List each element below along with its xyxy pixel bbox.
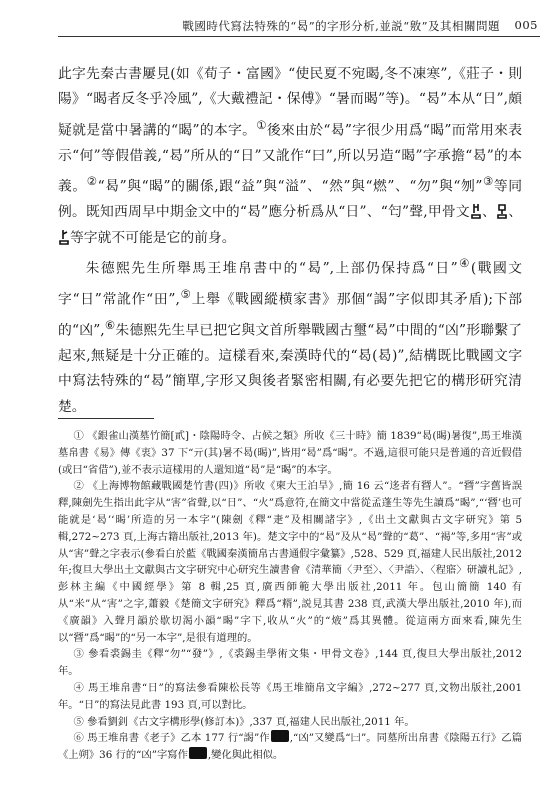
p1-text-e: 等字就不可能是它的前身。 — [70, 229, 236, 246]
footnote-6-text-c: ,變化與此相似。 — [207, 749, 284, 762]
p2-text-d: 朱德熙先生早已把它與文首所舉戰國古璽“曷”中間的“凶”形聯繫了起來,無疑是十分正確的。這樣看來,秦漢時代的“曷(曷)”,結構既比戰國文字中寫法特殊的“曷”簡單,字形又與後者緊密相關,有必要先把它的構形研究清楚。 — [58, 322, 522, 415]
footnote-6-text-b: ,“凶”又變爲“𠙵”。同墓所出帛書《陰陽五行》乙篇《上朔》36 行的“凶”字寫作 — [58, 732, 522, 762]
paragraph-2 — [58, 251, 522, 420]
footnote-5-text: 參看劉釗《古文字構形學(修訂本)》,337 頁,福建人民出版社,2011 年。 — [87, 715, 415, 728]
footnote-1 — [58, 428, 522, 478]
footnote-marker-2: ② — [73, 480, 85, 493]
footnote-ref-6[interactable]: ⑥ — [104, 318, 116, 333]
footnote-4 — [58, 680, 522, 714]
footnote-ref-3[interactable]: ③ — [482, 174, 494, 189]
running-title: 戰國時代寫法特殊的“曷”的字形分析,並説“敫”及其相關問題 — [182, 19, 500, 33]
footnote-marker-3: ③ — [73, 648, 85, 661]
footnote-marker-5: ⑤ — [73, 715, 84, 728]
footnote-6-text-a: 馬王堆帛書《老子》乙本 177 行“謁”作 — [87, 732, 270, 745]
footnote-marker-4: ④ — [73, 681, 85, 694]
oracle-bone-glyph-1 — [471, 203, 481, 219]
footnote-marker-6: ⑥ — [73, 732, 84, 745]
footnote-3-text: 參看裘錫圭《釋“勿”“發”》,《裘錫圭學術文集・甲骨文卷》,144 頁,復旦大學出版社,2012 年。 — [58, 648, 523, 678]
footnote-separator — [58, 418, 154, 419]
page-number: 005 — [514, 18, 538, 32]
footnotes — [58, 428, 522, 764]
footnote-2-text: 《上海博物館藏戰國楚竹書(四)》所收《柬大王泊旱》,簡 16 云“迻者有㬜人”。“㬜”字舊皆誤釋,陳劍先生指出此字从“害”省聲,以“日”、“火”爲意符,在簡文中當從孟蓬生等先生讀爲“暍”,“‘㬜’也可能就是‘曷’‘暍’所造的另一本字”(陳劍《釋“疌”及相關諸字》,《出土文獻與古文字研究》第 5 輯,272~273 頁,上海古籍出版社,2013 年)。楚文字中的“曷”及从“曷”聲的“葛”、“褐”等,多用“害”或从“害”聲之字表示(參看白於藍《戰國秦漢簡帛古書通假字彙纂》,528、529 頁,福建人民出版社,2012 年;復旦大學出土文獻與古文字研究中心研究生讀書會《清華簡〈尹至〉、〈尹誥〉、〈程寤〉研讀札記》,彭林主編《中國經學》第 8 輯,25 頁,廣西師範大學出版社,2011 年。包山簡簡 140 有从“米”从“害”之字,蕭毅《楚簡文字研究》釋爲“糈”,説見其書 238 頁,武漢大學出版社,2010 年),而《廣韻》入聲月韻於歇切渴小韻“暍”字下,收从“火”的“焲”爲其異體。從這兩方面來看,陳先生以“㬜”爲“暍”的“另一本字”,是很有道理的。 — [58, 480, 523, 644]
running-header — [58, 14, 540, 37]
footnote-2 — [58, 478, 522, 646]
p1-text-a: 此字先秦古書屢見(如《荀子・富國》“使民夏不宛暍,冬不凍寒”,《莊子・則陽》“暍者反冬乎冷風”,《大戴禮記・保傅》“暑而暍”等)。“曷”本从“日”,頗疑就是當中暑講的“暍”的本字。 — [58, 66, 522, 139]
p1-text-b: 後來由於“曷”字很少用爲“暍”而常用來表示“何”等假借義,“曷”所从的“日”又訛作“曰”,所以另造“暍”字承擔“曷”的本義。 — [58, 122, 523, 195]
paragraph-1: 此字先秦古書屢見(如《荀子・富國》“使民夏不宛暍,冬不凍寒”,《莊子・則陽》“暍者反冬乎冷風”,《大戴禮記・保傅》“暑而暍”等)。“曷”本从“日”,頗疑就是當中暑講的“暍”的本字。①後來由於“曷”字很少用爲“暍”而常用來表示“何”等假借義,“曷”所从的“日”又訛作“曰”,所以另造“暍”字承擔“曷”的本義。②“曷”與“暍”的關係,跟“益”與“溢”、“然”與“燃”、“勿”與“刎”③等同例。既知西周早中期金文中的“曷”應分析爲从“日”、“匄”聲,甲骨文 、 、 等字就不可能是它的前身。 — [58, 66, 523, 246]
footnote-ref-1[interactable]: ① — [256, 117, 267, 132]
silk-manuscript-glyph-xiong — [189, 747, 207, 759]
footnote-ref-2[interactable]: ② — [86, 174, 98, 189]
footnote-5 — [58, 714, 522, 731]
footnote-ref-4[interactable]: ④ — [457, 256, 471, 271]
p2-text-c: 上舉《戰國縱横家書》那個“謁”字似即其矛盾);下部的“凶”, — [58, 291, 523, 339]
p2-text-a: 朱德熙先生所舉馬王堆帛書中的“曷”,上部仍保持爲“日” — [85, 260, 458, 277]
p1-text-d: 等同例。既知西周早中期金文中的“曷”應分析爲从“日”、“匄”聲,甲骨文 — [58, 178, 523, 221]
footnote-3 — [58, 646, 522, 680]
footnote-4-text: 馬王堆帛書“日”的寫法參看陳松長等《馬王堆簡帛文字編》,272~277 頁,文物出版社,2001 年。“日”的寫法見此書 193 頁,可以對比。 — [58, 681, 523, 711]
p2-text-b: (戰國文字“日”常訛作“田”, — [58, 260, 522, 308]
oracle-bone-glyph-3 — [59, 229, 69, 245]
footnote-ref-5[interactable]: ⑤ — [179, 287, 192, 302]
main-text — [58, 62, 522, 420]
oracle-bone-glyph-2 — [497, 203, 507, 219]
silk-manuscript-glyph-ye — [271, 730, 289, 742]
p1-text-c: “曷”與“暍”的關係,跟“益”與“溢”、“然”與“燃”、“勿”與“刎” — [97, 178, 483, 195]
footnote-1-text: 《銀雀山漢墓竹簡[貳]・陰陽時令、占候之類》所收《三十時》簡 1839“曷(暍)暑復”,馬王堆漢墓帛書《易》傳《衷》37 下“亓(其)暑不曷(暍)”,皆用“曷”爲“暍”。不過,這很可能只是普通的音近假借(或曰“省借”),並不表示這樣用的人還知道“曷”是“暍”的本字。 — [58, 430, 522, 476]
footnote-marker-1: ① — [73, 430, 84, 442]
footnote-6 — [58, 730, 522, 764]
